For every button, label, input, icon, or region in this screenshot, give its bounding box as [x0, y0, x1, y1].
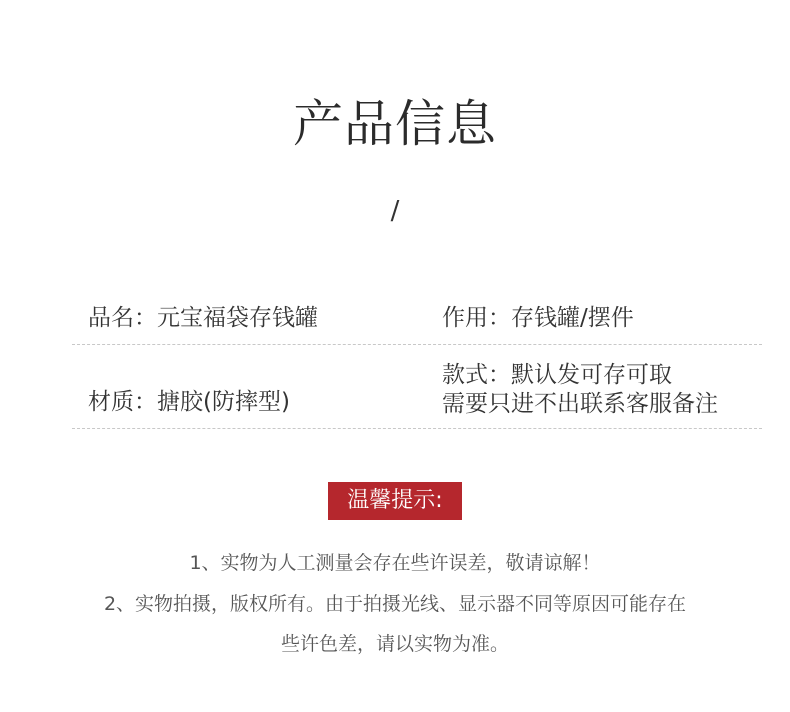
material-label: 材质：: [88, 389, 157, 415]
divider-top: [72, 344, 762, 345]
name-value: 元宝福袋存钱罐: [157, 305, 318, 331]
style-label: 款式：: [442, 362, 511, 388]
use-value: 存钱罐/摆件: [511, 305, 634, 331]
info-material: [88, 387, 290, 417]
material-value: 搪胶(防摔型): [157, 389, 290, 415]
title-slash: /: [390, 196, 400, 226]
info-style: [442, 360, 672, 390]
tips-badge: 温馨提示:: [328, 482, 462, 520]
info-name: [88, 303, 318, 333]
tip-line-2: 2、实物拍摄，版权所有。由于拍摄光线、显示器不同等原因可能存在: [103, 593, 687, 615]
use-label: 作用：: [442, 305, 511, 331]
tip-line-3: 些许色差，请以实物为准。: [280, 633, 509, 655]
info-use: [442, 303, 634, 333]
style-note: 需要只进不出联系客服备注: [442, 391, 718, 417]
divider-bottom: [72, 428, 762, 429]
name-label: 品名：: [88, 305, 157, 331]
page-title: 产品信息: [293, 95, 497, 153]
tip-line-1: 1、实物为人工测量会存在些许误差，敬请谅解！: [189, 552, 601, 574]
style-value: 默认发可存可取: [511, 362, 672, 388]
